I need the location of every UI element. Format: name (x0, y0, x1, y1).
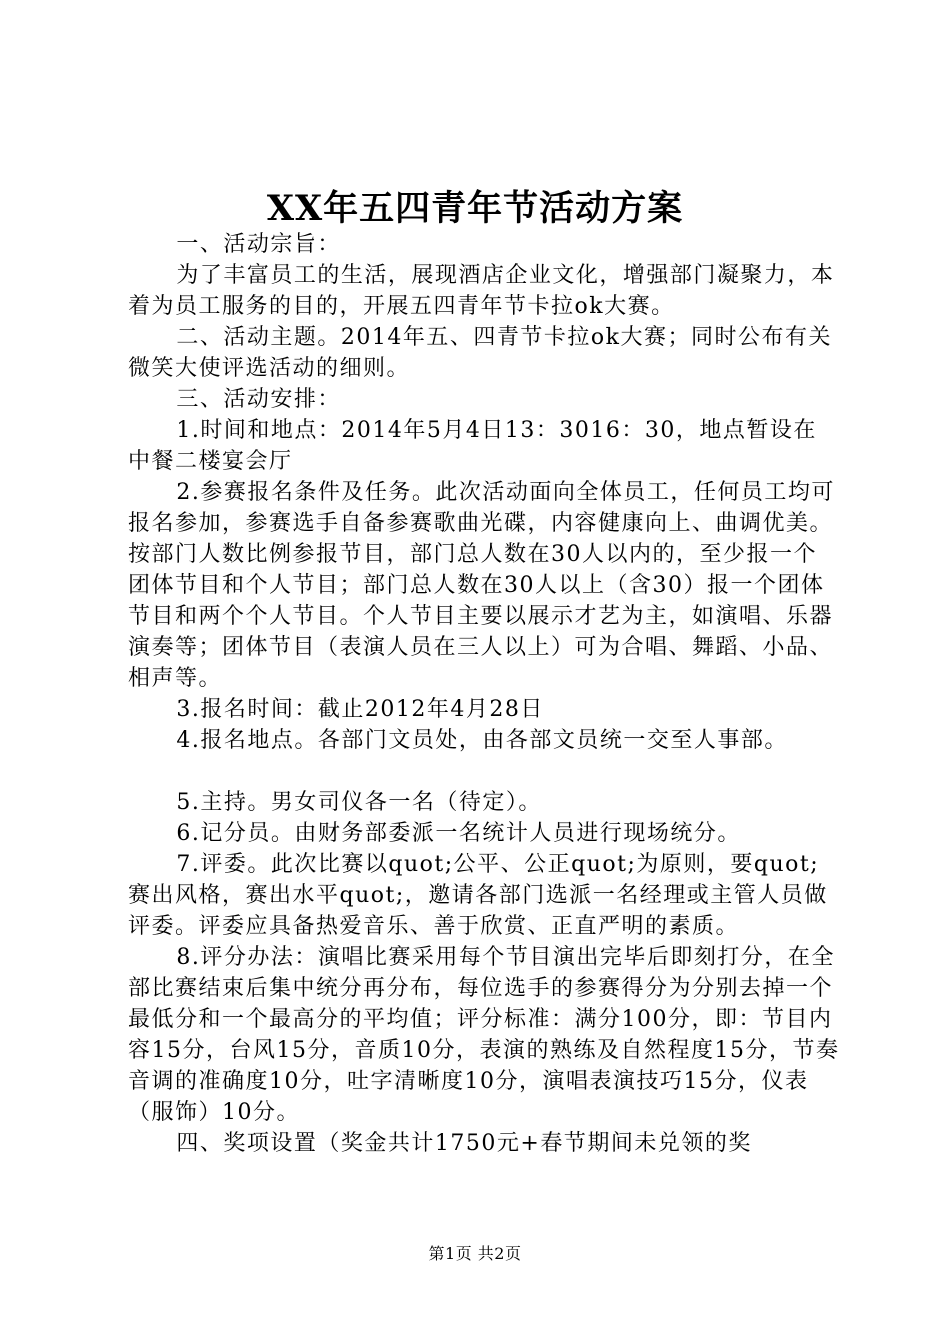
item-judges: 7.评委。此次比赛以quot;公平、公正quot;为原则，要quot;赛出风格，赛出水平quot;，邀请各部门选派一名经理或主管人员做评委。评委应具备热爱音乐、善于欣赏、正直严明的素质。 (128, 852, 828, 939)
section-heading-theme: 二、活动主题。2014年五、四青节卡拉ok大赛；同时公布有关微笑大使评选活动的细则。 (128, 325, 832, 381)
document-title: XX年五四青年节活动方案 (266, 188, 684, 229)
paragraph-purpose: 为了丰富员工的生活，展现酒店企业文化，增强部门凝聚力，本着为员工服务的目的，开展五四青年节卡拉ok大赛。 (128, 263, 835, 319)
item-scoring-method: 8.评分办法：演唱比赛采用每个节目演出完毕后即刻打分，在全部比赛结束后集中统分再分布，每位选手的参赛得分为分别去掉一个最低分和一个最高分的平均值；评分标准：满分100分，即：节目内容15分，台风15分，音质10分，表演的熟练及自然程度15分，节奏音调的准确度10分，吐字清晰度10分，演唱表演技巧15分，仪表（服饰）10分。 (128, 945, 840, 1125)
section-heading-purpose: 一、活动宗旨： (176, 232, 341, 257)
page-number-footer: 第1页 共2页 (428, 1244, 522, 1263)
document-body (128, 229, 840, 1159)
item-registration-conditions: 2.参赛报名条件及任务。此次活动面向全体员工，任何员工均可报名参加，参赛选手自备参赛歌曲光碟，内容健康向上、曲调优美。按部门人数比例参报节目，部门总人数在30人以内的，至少报一个团体节目和个人节目；部门总人数在30人以上（含30）报一个团体节目和两个个人节目。个人节目主要以展示才艺为主，如演唱、乐器演奏等；团体节目（表演人员在三人以上）可为合唱、舞蹈、小品、相声等。 (128, 480, 835, 691)
section-heading-arrangement: 三、活动安排： (176, 387, 341, 412)
item-registration-place: 4.报名地点。各部门文员处，由各部文员统一交至人事部。 (176, 728, 788, 753)
item-registration-time: 3.报名时间：截止2012年4月28日 (176, 697, 544, 722)
item-scorekeeper: 6.记分员。由财务部委派一名统计人员进行现场统分。 (176, 821, 741, 846)
section-heading-awards: 四、奖项设置（奖金共计1750元+春节期间未兑领的奖 (176, 1131, 752, 1156)
item-time-location: 1.时间和地点：2014年5月4日13：3016：30，地点暂设在中餐二楼宴会厅 (128, 418, 817, 474)
item-host: 5.主持。男女司仪各一名（待定）。 (176, 790, 542, 815)
